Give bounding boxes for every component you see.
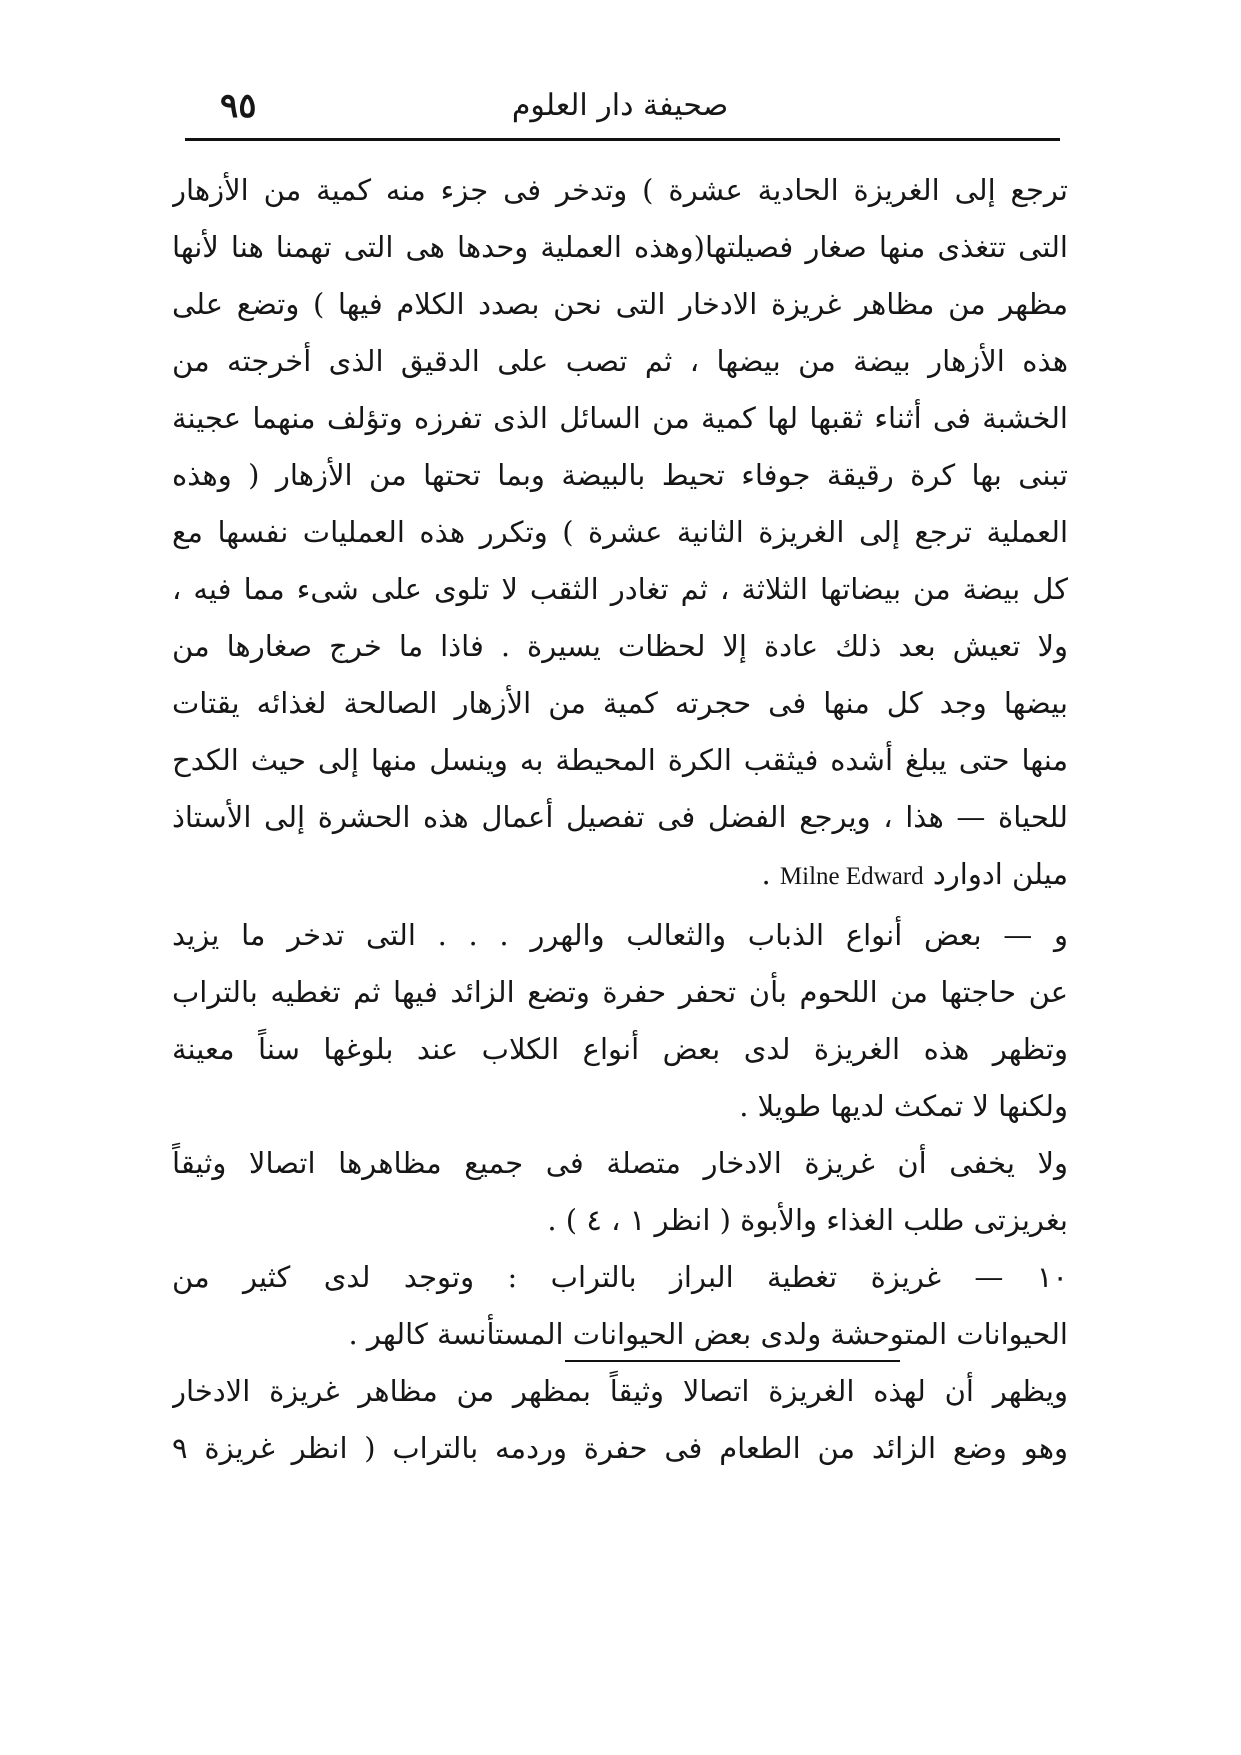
text-line: كل بيضة من بيضاتها الثلاثة ، ثم تغادر الثقب لا تلوى على شىء مما فيه ، (172, 572, 1068, 606)
text-line: تبنى بها كرة رقيقة جوفاء تحيط بالبيضة وبما تحتها من الأزهار ( وهذه (172, 458, 1068, 492)
latin-name: Milne Edward (779, 863, 924, 890)
text-line: ولا تعيش بعد ذلك عادة إلا لحظات يسيرة . فاذا ما خرج صغارها من (172, 629, 1068, 663)
running-title: صحيفة دار العلوم (511, 88, 729, 123)
heading-underline (565, 1360, 900, 1362)
text-line: ولا يخفى أن غريزة الادخار متصلة فى جميع مظاهرها اتصالا وثيقاً (172, 1146, 1068, 1180)
paragraph (172, 907, 1068, 1135)
paragraph (172, 1363, 1068, 1477)
text-line: ترجع إلى الغريزة الحادية عشرة ) وتدخر فى جزء منه كمية من الأزهار (172, 173, 1068, 207)
text-line: عن حاجتها من اللحوم بأن تحفر حفرة وتضع الزائد فيها ثم تغطيه بالتراب (172, 975, 1068, 1009)
paragraph (172, 162, 1068, 903)
text-line: العملية ترجع إلى الغريزة الثانية عشرة ) وتكرر هذه العمليات نفسها مع (172, 515, 1068, 549)
line-end-punctuation: . (761, 857, 780, 891)
text-line: بيضها وجد كل منها فى حجرته كمية من الأزهار الصالحة لغذائه يقتات (172, 686, 1068, 720)
text-line: مظهر من مظاهر غريزة الادخار التى نحن بصدد الكلام فيها ) وتضع على (172, 287, 1068, 321)
paragraph (172, 1249, 1068, 1363)
section-heading-line: ١٠ — غريزة تغطية البراز بالتراب : وتوجد لدى كثير من (172, 1260, 1068, 1294)
text-line: الخشبة فى أثناء ثقبها لها كمية من السائل الذى تفرزه وتؤلف منهما عجينة (172, 401, 1068, 435)
body-text (172, 162, 1068, 1477)
text-line: التى تتغذى منها صغار فصيلتها(وهذه العملية وحدها هى التى تهمنا هنا لأنها (172, 230, 1068, 264)
arabic-name: ميلن ادوارد (932, 857, 1068, 891)
text-line: هذه الأزهار بيضة من بيضها ، ثم تصب على الدقيق الذى أخرجته من (172, 344, 1068, 378)
text-line: الحيوانات المتوحشة ولدى بعض الحيوانات المستأنسة كالهر . (348, 1317, 1068, 1351)
page-header (180, 80, 1060, 140)
page-number: ٩٥ (220, 86, 257, 126)
text-line: و — بعض أنواع الذباب والثعالب والهرر . . . التى تدخر ما يزيد (172, 918, 1068, 952)
text-line-with-latin-name (172, 846, 1068, 903)
text-line: ويظهر أن لهذه الغريزة اتصالا وثيقاً بمظهر من مظاهر غريزة الادخار (172, 1374, 1068, 1408)
paragraph (172, 1135, 1068, 1249)
text-line: وهو وضع الزائد من الطعام فى حفرة وردمه بالتراب ( انظر غريزة ٩ (172, 1431, 1068, 1465)
text-line: وتظهر هذه الغريزة لدى بعض أنواع الكلاب عند بلوغها سناً معينة (172, 1032, 1068, 1066)
text-line: ولكنها لا تمكث لديها طويلا . (739, 1089, 1068, 1123)
header-rule (185, 138, 1060, 141)
text-line: بغريزتى طلب الغذاء والأبوة ( انظر ١ ، ٤ ) . (547, 1203, 1068, 1237)
text-line: منها حتى يبلغ أشده فيثقب الكرة المحيطة به وينسل منها إلى حيث الكدح (172, 743, 1068, 777)
text-line: للحياة — هذا ، ويرجع الفضل فى تفصيل أعمال هذه الحشرة إلى الأستاذ (172, 800, 1068, 834)
